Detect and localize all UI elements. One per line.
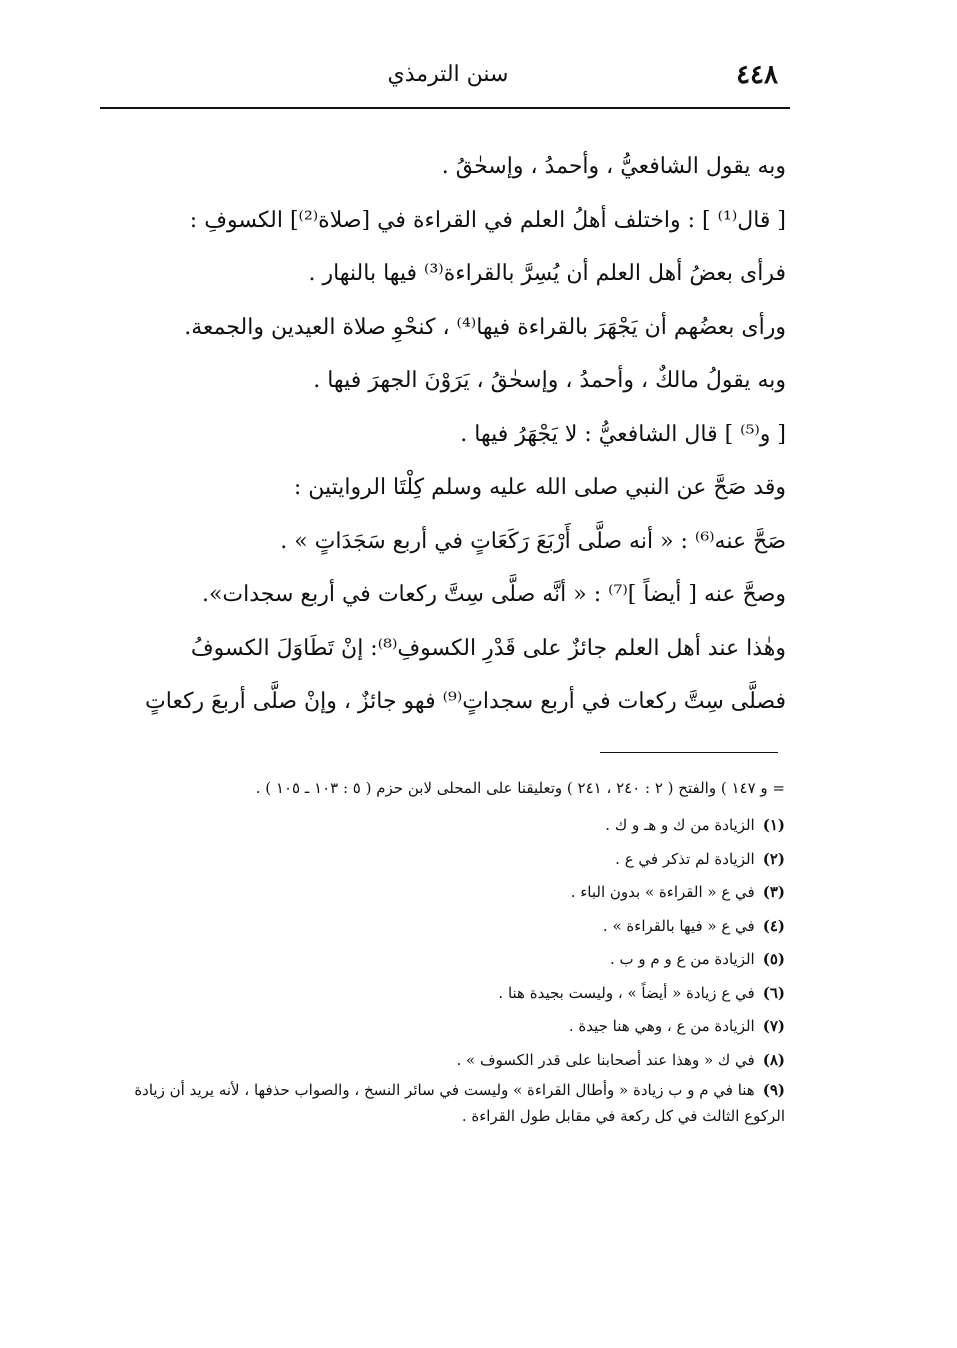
footnote-number: (٧) <box>762 1017 785 1035</box>
footnote-text: في ع « فيها بالقراءة » . <box>602 916 755 935</box>
text-line: [ قال⁽¹⁾ ] : واختلف أهلُ العلم في القراءة في [صلاة⁽²⁾] الكسوفِ : <box>189 207 786 233</box>
footnote-number: (٨) <box>762 1050 785 1069</box>
footnote-number: (٤) <box>762 916 785 935</box>
footnote-number: (٩) <box>762 1081 785 1099</box>
footnote-6 <box>125 977 785 1011</box>
footnote-text: هنا في م و ب زيادة « وأطال القراءة » وليست في سائر النسخ ، والصواب حذفها ، لأنه يريد أن زيادة الركوع الثالث في كل ركعة في مقابل طول القراءة . <box>134 1081 785 1125</box>
footnote-8 <box>125 1044 785 1078</box>
running-title: سنن الترمذي <box>387 62 509 87</box>
footnote-text: الزيادة لم تذكر في ع . <box>615 849 755 868</box>
text-line: فصلَّى سِتَّ ركعات في أربع سجداتٍ⁽⁹⁾ فهو جائزٌ ، وإنْ صلَّى أربعَ ركعاتٍ <box>145 689 786 714</box>
footnote-number: (٥) <box>762 950 785 968</box>
footnote-text: في ك « وهذا عند أصحابنا على قدر الكسوف » . <box>456 1050 755 1069</box>
footnote-3 <box>125 876 785 910</box>
footnote-text: في ع « القراءة » بدون الباء . <box>570 883 755 901</box>
footnote-1 <box>125 809 785 843</box>
text-line: وصحَّ عنه [ أيضاً ]⁽⁷⁾ : « أنَّه صلَّى سِتَّ ركعات في أربع سجدات». <box>201 582 786 607</box>
text-line: فرأى بعضُ أهل العلم أن يُسِرَّ بالقراءة⁽³⁾ فيها بالنهار . <box>308 261 786 286</box>
footnote-number: (٢) <box>762 849 785 868</box>
footnote-5 <box>125 943 785 977</box>
footnote-text: الزيادة من ع و م و ب . <box>609 950 755 968</box>
footnotes <box>125 775 785 1129</box>
footnote-9 <box>125 1077 785 1129</box>
text-line: وقد صَحَّ عن النبي صلى الله عليه وسلم كِلْتَا الروايتين : <box>293 475 786 500</box>
footnote-number: (٣) <box>762 883 785 901</box>
footnote-text: في ع زيادة « أيضاً » ، وليست بجيدة هنا . <box>498 983 755 1002</box>
footnote-text: الزيادة من ك و هـ و ك . <box>605 816 755 834</box>
text-line: وبه يقول الشافعيُّ ، وأحمدُ ، وإسحٰقُ . <box>441 154 786 179</box>
footnote-number: (٦) <box>762 983 785 1002</box>
page-header <box>118 58 778 98</box>
text-line: ورأى بعضُهم أن يَجْهَرَ بالقراءة فيها⁽⁴⁾ ، كنحْوِ صلاة العيدين والجمعة. <box>184 314 786 340</box>
main-text <box>118 140 786 729</box>
page-number: ٤٤٨ <box>736 60 778 90</box>
text-line: وهٰذا عند أهل العلم جائزٌ على قَدْرِ الكسوفِ⁽⁸⁾: إنْ تَطَاوَلَ الكسوفُ <box>190 635 786 661</box>
footnote-rule <box>600 752 778 753</box>
footnote-text: الزيادة من ع ، وهي هنا جيدة . <box>568 1017 755 1035</box>
text-line: وبه يقولُ مالكٌ ، وأحمدُ ، وإسحٰقُ ، يَرَوْنَ الجهرَ فيها . <box>313 368 786 393</box>
footnote-2 <box>125 843 785 877</box>
footnote-4 <box>125 910 785 944</box>
header-rule <box>100 107 790 109</box>
footnote-number: (١) <box>762 816 785 834</box>
text-line: صَحَّ عنه⁽⁶⁾ : « أنه صلَّى أَرْبَعَ رَكَعَاتٍ في أربع سَجَدَاتٍ » . <box>280 528 786 554</box>
text-line: [ و⁽⁵⁾ ] قال الشافعيُّ : لا يَجْهَرُ فيها . <box>460 421 786 447</box>
footnote-7 <box>125 1010 785 1044</box>
footnote-continuation: = و ١٤٧ ) والفتح ( ٢ : ٢٤٠ ، ٢٤١ ) وتعليقنا على المحلى لابن حزم ( ٥ : ١٠٣ ـ ١٠٥ ) . <box>255 779 785 797</box>
